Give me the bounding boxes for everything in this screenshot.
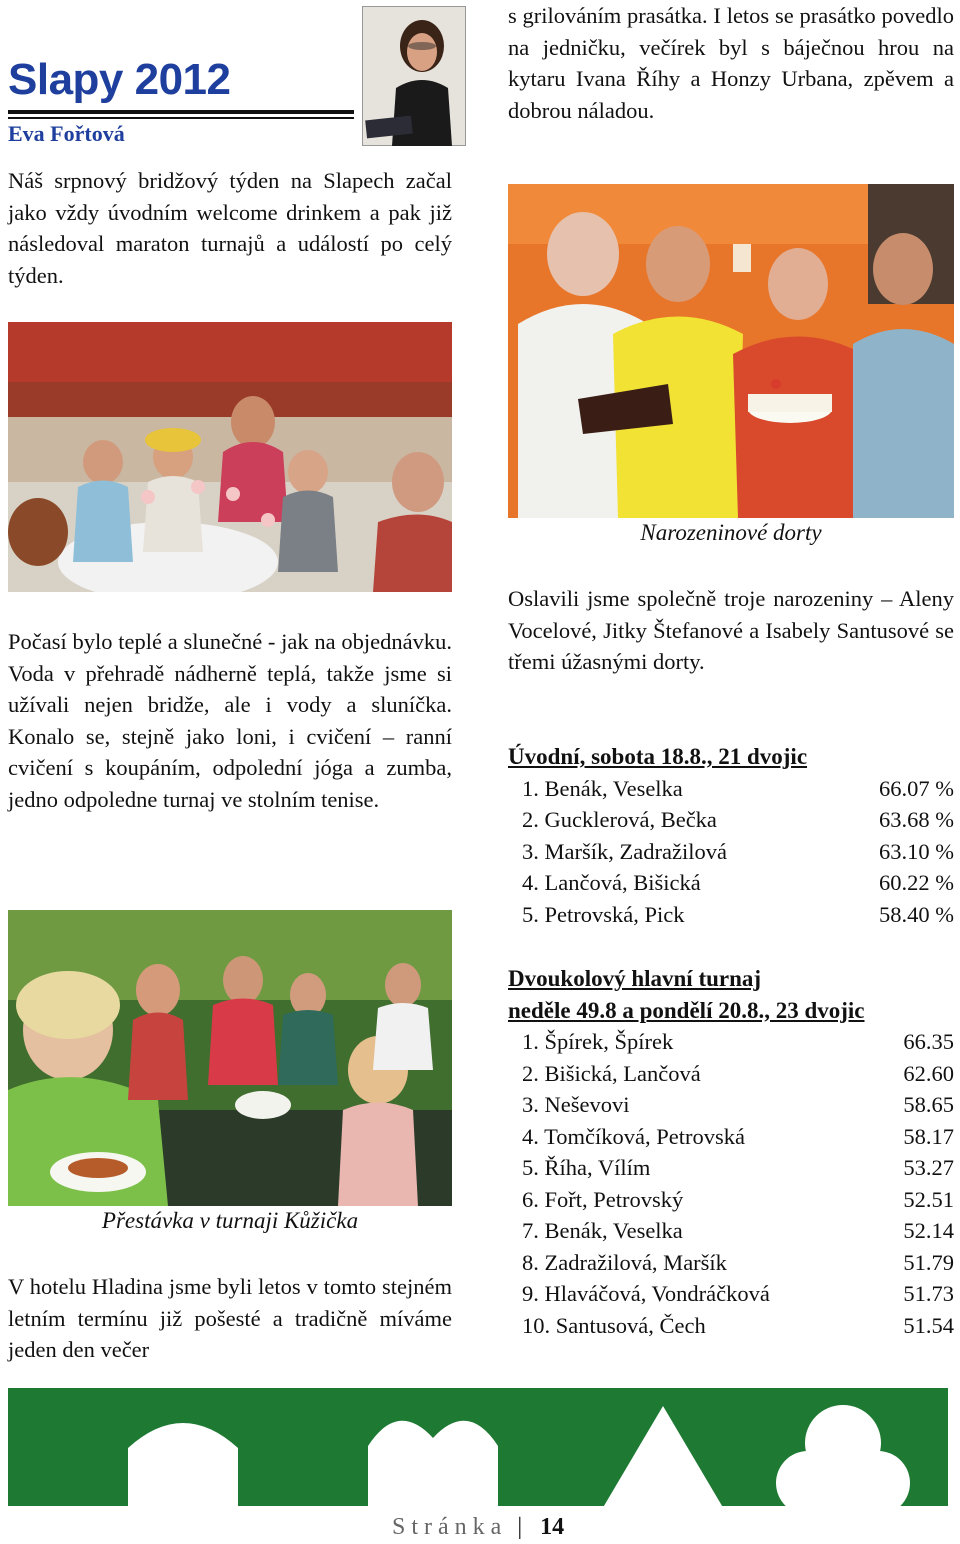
picnic-photo [8, 910, 452, 1206]
tournament-2 [508, 963, 954, 1341]
result-row: 2. Bišická, Lančová 62.60 [522, 1060, 954, 1086]
result-row: 9. Hlaváčová, Vondráčková 51.73 [522, 1281, 954, 1306]
hotel-paragraph: V hotelu Hladina jsme byli letos v tomto stejném letním termínu již pošesté a tradičně míváme jeden den večer [8, 1274, 452, 1362]
result-row: 5. Říha, Vílím 53.27 [522, 1155, 954, 1180]
result-row: 5. Petrovská, Pick 58.40 % [522, 901, 954, 927]
weather-paragraph: Počasí bylo teplé a slunečné - jak na objednávku. Voda v přehradě nádherně teplá, takže jsme si užívali nejen bridže, ale i vody a sluníčka. Konalo se, stejně jako loni, i cvičení – ranní cvičení s koupáním, odpolední jóga a zumba, jedno odpoledne turnaj ve stolním tenise. [8, 629, 452, 812]
page-footer [392, 1514, 564, 1541]
author-photo [362, 6, 466, 146]
result-row: 2. Gucklerová, Bečka 63.68 % [522, 807, 954, 832]
article-title: Slapy 2012 [8, 55, 231, 104]
tournament-1-results [508, 773, 954, 931]
result-row: 6. Fořt, Petrovský 52.51 [522, 1186, 954, 1212]
article-author: Eva Fořtová [8, 121, 125, 146]
tournament-2-heading: Dvoukolový hlavní turnaj [508, 966, 762, 991]
page-label: Stránka [392, 1514, 508, 1540]
title-rule [8, 110, 354, 114]
result-row: 3. Maršík, Zadražilová 63.10 % [522, 838, 954, 864]
tournament-1 [508, 741, 954, 930]
roast-paragraph: s grilováním prasátka. I letos se prasátko povedlo na jedničku, večírek byl s báječnou hrou na kytaru Ivana Říhy a Honzy Urbana, zpěvem a dobrou náladou. [508, 3, 954, 123]
card-suits-banner [8, 1388, 948, 1516]
result-row: 10. Santusová, Čech 51.54 [522, 1312, 954, 1338]
result-row: 1. Benák, Veselka 66.07 % [522, 775, 954, 801]
intro-paragraph: Náš srpnový bridžový týden na Slapech začal jako vždy úvodním welcome drinkem a pak již následoval maraton turnajů a událostí po celý týden. [8, 168, 452, 288]
tournament-2-results [508, 1026, 954, 1341]
result-row: 4. Tomčíková, Petrovská 58.17 [522, 1123, 954, 1149]
result-row: 4. Lančová, Bišická 60.22 % [522, 870, 954, 895]
tournament-2-subheading: neděle 49.8 a pondělí 20.8., 23 dvojic [508, 997, 865, 1023]
result-row: 1. Špírek, Špírek 66.35 [522, 1029, 954, 1054]
result-row: 8. Zadražilová, Maršík 51.79 [522, 1249, 954, 1275]
page-number: 14 [540, 1514, 565, 1540]
break-caption: Přestávka v turnaji Kůžička [101, 1208, 359, 1233]
cakes-caption: Narozeninové dorty [640, 520, 822, 545]
result-row: 7. Benák, Veselka 52.14 [522, 1218, 954, 1243]
footer-separator: | [517, 1514, 523, 1540]
birthday-paragraph: Oslavili jsme společně troje narozeniny – Aleny Vocelové, Jitky Štefanové a Isabely Santusové se třemi úžasnými dorty. [508, 586, 954, 674]
result-row: 3. Neševovi 58.65 [522, 1092, 954, 1117]
title-rule-thin [8, 117, 354, 119]
toast-photo [8, 322, 452, 592]
tournament-1-heading: Úvodní, sobota 18.8., 21 dvojic [508, 744, 808, 769]
cakes-photo [508, 184, 954, 518]
